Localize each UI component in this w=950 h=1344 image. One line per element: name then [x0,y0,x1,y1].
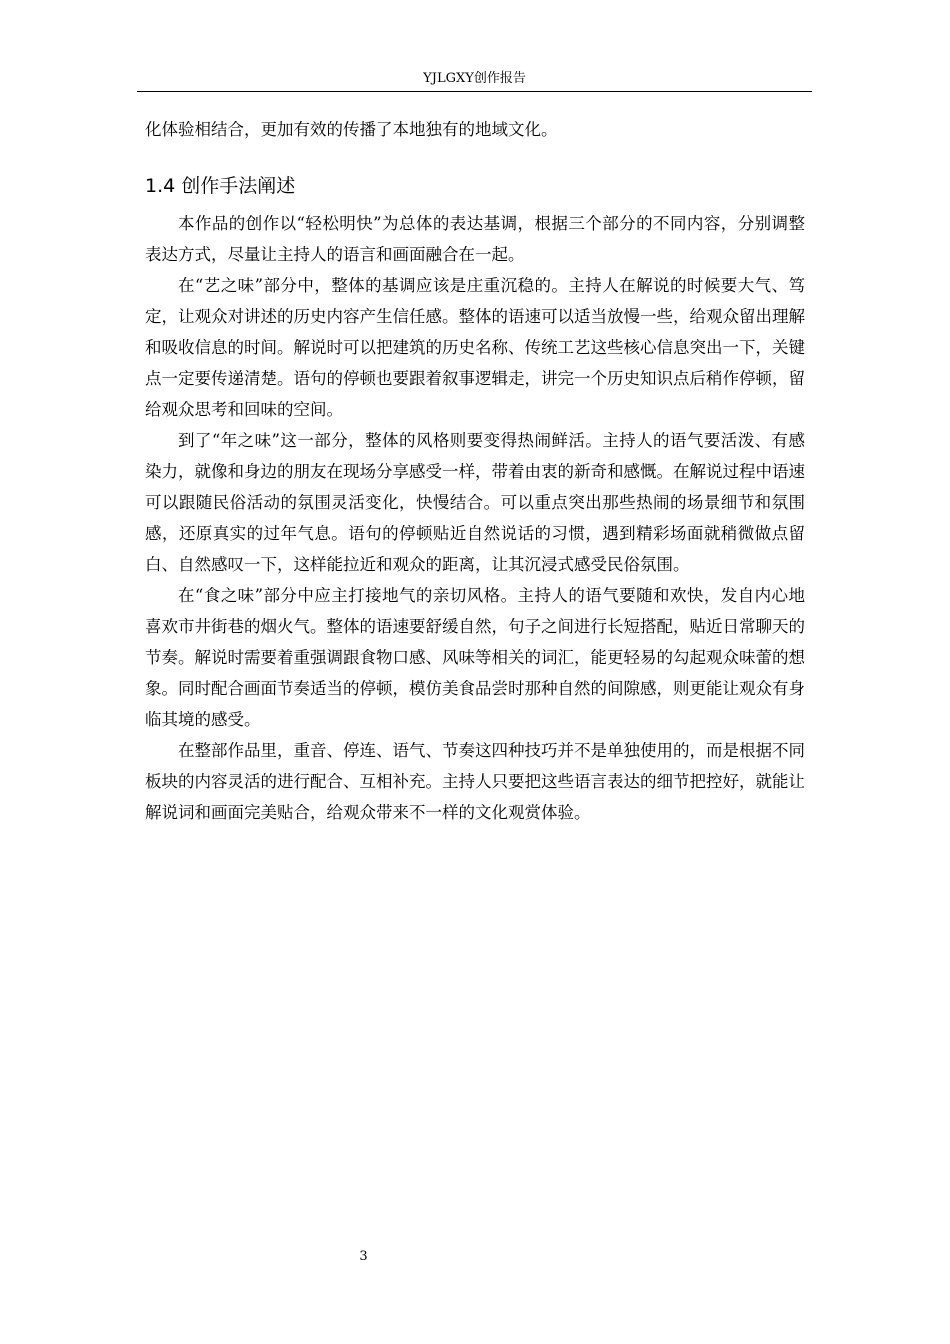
paragraph-shi-zhi-wei: 在“食之味”部分中应主打接地气的亲切风格。主持人的语气要随和欢快，发自内心地喜欢市井街巷的烟火气。整体的语速要舒缓自然，句子之间进行长短搭配，贴近日常聊天的节奏。解说时需要着重强调跟食物口感、风味等相关的词汇，能更轻易的勾起观众味蕾的想象。同时配合画面节奏适当的停顿，模仿美食品尝时那种自然的间隙感，则更能让观众有身临其境的感受。 [145,586,805,729]
paragraph-yi-zhi-wei: 在“艺之味”部分中，整体的基调应该是庄重沉稳的。主持人在解说的时候要大气、笃定，让观众对讲述的历史内容产生信任感。整体的语速可以适当放慢一些，给观众留出理解和吸收信息的时间。解说时可以把建筑的历史名称、传统工艺这些核心信息突出一下，关键点一定要传递清楚。语句的停顿也要跟着叙事逻辑走，讲完一个历史知识点后稍作停顿，留给观众思考和回味的空间。 [145,276,805,419]
paragraph-summary: 在整部作品里，重音、停连、语气、节奏这四种技巧并不是单独使用的，而是根据不同板块的内容灵活的进行配合、互相补充。主持人只要把这些语言表达的细节把控好，就能让解说词和画面完美贴合，给观众带来不一样的文化观赏体验。 [145,741,805,822]
continuation-paragraph: 化体验相结合，更加有效的传播了本地独有的地域文化。 [145,120,558,139]
document-body [145,114,805,828]
page-header [137,70,812,92]
paragraph-intro: 本作品的创作以“轻松明快”为总体的表达基调，根据三个部分的不同内容，分别调整表达方式，尽量让主持人的语言和画面融合在一起。 [145,214,805,264]
paragraph-nian-zhi-wei: 到了“年之味”这一部分，整体的风格则要变得热闹鲜活。主持人的语气要活泼、有感染力，就像和身边的朋友在现场分享感受一样，带着由衷的新奇和感慨。在解说过程中语速可以跟随民俗活动的氛围灵活变化，快慢结合。可以重点突出那些热闹的场景细节和氛围感，还原真实的过年气息。语句的停顿贴近自然说话的习惯，遇到精彩场面就稍微做点留白、自然感叹一下，这样能拉近和观众的距离，让其沉浸式感受民俗氛围。 [145,431,805,574]
section-heading: 1.4 创作手法阐述 [145,175,296,197]
page-number: 3 [359,1249,368,1264]
header-title: YJLGXY创作报告 [423,71,526,86]
